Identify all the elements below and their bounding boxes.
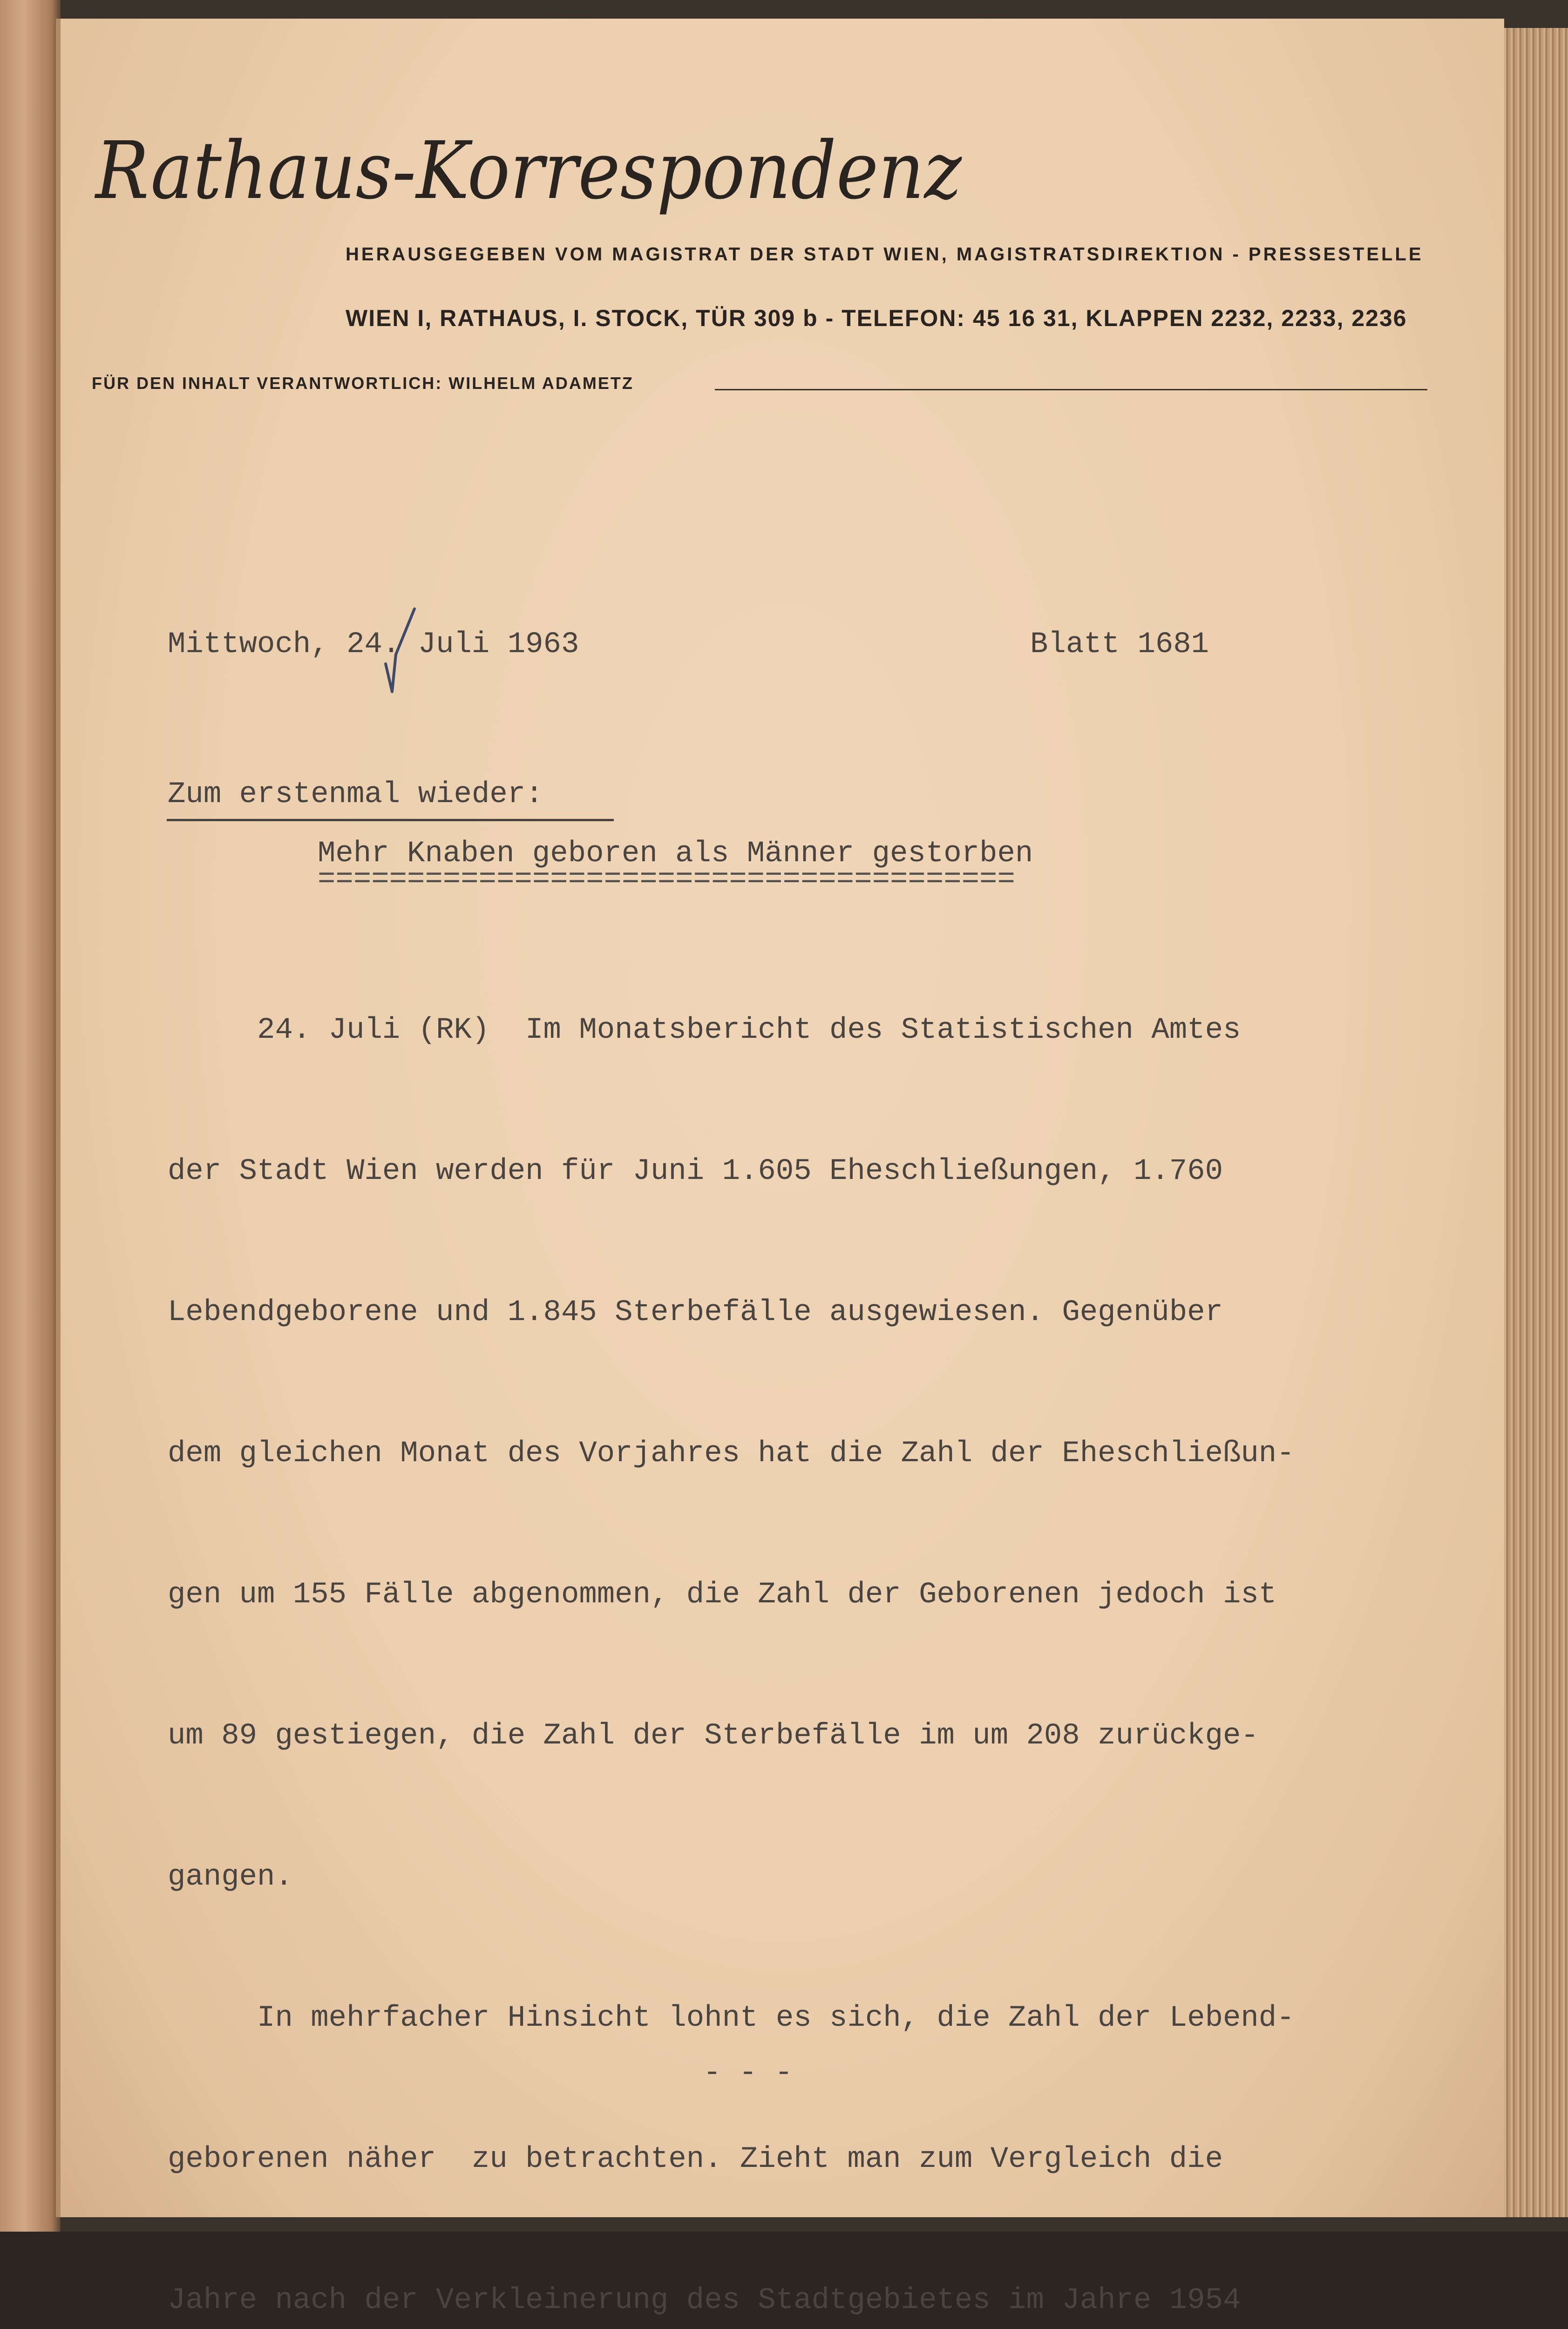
headline-double-rule: =======================================: [318, 863, 1015, 897]
check-mark-icon: [359, 603, 452, 696]
document-page: [56, 19, 1504, 2317]
publisher-line: HERAUSGEGEBEN VOM MAGISTRAT DER STADT WIEN, MAGISTRATSDIREKTION - PRESSESTELLE: [346, 244, 1424, 265]
svg-text:Rathaus-Korrespondenz: Rathaus-Korrespondenz: [94, 125, 963, 217]
body-line: gen um 155 Fälle abgenommen, die Zahl der Geborenen jedoch ist: [168, 1578, 1277, 1612]
article-kicker: Zum erstenmal wieder:: [168, 778, 543, 811]
page-stack-edge: [1500, 28, 1568, 2217]
masthead-title-logo: [95, 119, 980, 226]
body-line: Lebendgeborene und 1.845 Sterbefälle ausgewiesen. Gegenüber: [168, 1296, 1223, 1329]
responsible-line: FÜR DEN INHALT VERANTWORTLICH: WILHELM ADAMETZ: [92, 374, 634, 393]
date-line: Mittwoch, 24. Juli 1963: [168, 628, 579, 661]
previous-page-edge: [0, 0, 61, 2232]
body-line: dem gleichen Monat des Vorjahres hat die Zahl der Eheschließun-: [168, 1437, 1295, 1471]
body-line: der Stadt Wien werden für Juni 1.605 Eheschließungen, 1.760: [168, 1155, 1223, 1188]
address-line: WIEN I, RATHAUS, I. STOCK, TÜR 309 b - TELEFON: 45 16 31, KLAPPEN 2232, 2233, 2236: [346, 305, 1407, 331]
article-body: [168, 913, 1295, 2329]
body-line: In mehrfacher Hinsicht lohnt es sich, die Zahl der Lebend-: [168, 2002, 1295, 2035]
body-line: geborenen näher zu betrachten. Zieht man zum Vergleich die: [168, 2143, 1223, 2176]
sheet-number: Blatt 1681: [1030, 628, 1209, 661]
end-marks: - - -: [703, 2057, 793, 2090]
body-line: 24. Juli (RK) Im Monatsbericht des Statistischen Amtes: [168, 1014, 1241, 1047]
body-line: gangen.: [168, 1860, 293, 1894]
kicker-underline: [167, 819, 614, 821]
body-line: um 89 gestiegen, die Zahl der Sterbefälle im um 208 zurückge-: [168, 1719, 1259, 1753]
body-line: Jahre nach der Verkleinerung des Stadtgebietes im Jahre 1954: [168, 2284, 1241, 2317]
header-rule: [715, 389, 1427, 390]
article-headline: Mehr Knaben geboren als Männer gestorben: [318, 837, 1033, 871]
